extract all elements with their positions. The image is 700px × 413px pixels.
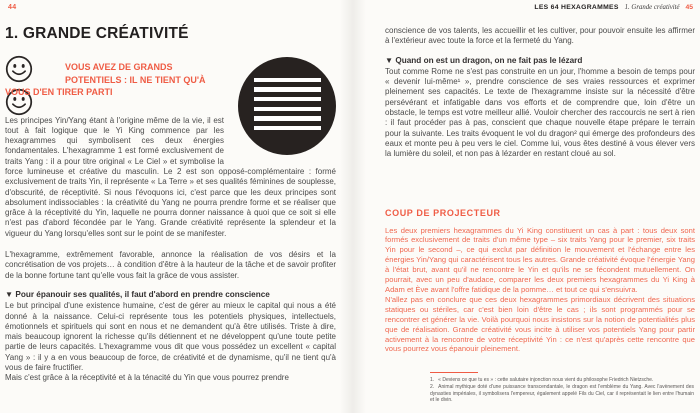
page-number-left: 44: [8, 4, 17, 11]
footnote-rule: [430, 372, 478, 373]
section-heading-qualites: ▼ Pour épanouir ses qualités, il faut d'abord en prendre conscience: [5, 289, 270, 299]
chapter-title: 1. GRANDE CRÉATIVITÉ: [5, 25, 189, 42]
footnotes: [430, 372, 694, 405]
hexagram-line-yang: [254, 107, 321, 112]
page-left: [5, 0, 336, 384]
spotlight-block: [385, 226, 695, 355]
page-gutter: [340, 0, 366, 413]
smiley-icon: [5, 55, 33, 83]
footnote-1: [430, 377, 694, 383]
hexagram-symbol: [238, 57, 336, 155]
header-series-title: LES 64 HEXAGRAMMES: [534, 4, 619, 11]
paragraph-capital: Le but principal d'une existence humaine, c'est de gérer au mieux le capital qui nous a été donné à la naissance. Celui-ci représente tous les potentiels physiques, intellectuels, émotionnels et spirituels qui sont en nous et ne demandent qu'à être utilisés. Triste à dire, mais beaucoup ignorent la richesse qu'ils détiennent et ne développent qu'une toute petite partie de leurs capacités. L'hexagramme vous dit que vous possédez un excellent « capital Yang » : il y a en vous beaucoup de force, de créativité et de dynamisme, qu'il ne tient qu'à vous de faire fructifier.: [5, 301, 336, 373]
running-header: [534, 4, 693, 11]
spotlight-paragraph-2: N'allez pas en conclure que ces deux hexagrammes primordiaux décrivent des situations statiques ou stériles, car c'est bien loin d'être le cas ; ils sont programmés pour se rencontrer et générer la vie. Voilà pourquoi nous insistons sur la notion de potentialités plus que de réalisation. Grande créativité vous incite à utiliser vos potentiels Yang pour partir activement à la rencontre de votre réceptivité Yin : ce n'est qu'après cette rencontre que vous pourrez vous épanouir pleinement.: [385, 294, 695, 354]
intro-block: [5, 55, 336, 239]
hexagram-line-yang: [254, 87, 321, 92]
hexagram-line-yang: [254, 97, 321, 102]
paragraph-mais: Mais c'est grâce à la réceptivité et à la ténacité du Yin que vous pourrez prendre: [5, 373, 289, 383]
mood-icons: [5, 55, 65, 85]
footnote-text: Animal mythique doté d'une puissance transcendantale, le dragon est l'emblème du Yang. Avec l'avènement des dynasties impériales, il symbolisera l'empereur, également appelé Fils du Ciel, car il représentait le lien entre l'humain et le divin.: [430, 384, 694, 404]
footnote-2: [430, 384, 694, 403]
footnote-number: 2.: [430, 384, 435, 391]
hexagram-line-yang: [254, 78, 321, 83]
footnote-number: 1.: [430, 377, 435, 383]
hexagram-line-yang: [254, 126, 321, 131]
page-number-right: 45: [685, 4, 693, 11]
paragraph-intro: Les principes Yin/Yang étant à l'origine même de la vie, il est tout à fait logique que le Yi King commence par les hexagrammes qui symbolisent ces deux énergies fondamentales. L'hexagramme 1 est formé exclusivement de traits Yang : il a pour titre original « Le Ciel » et symbolise la force lumineuse et créative du masculin. Le 2 est son opposé-complémentaire : formé exclusivement de traits Yin, il représente « La Terre » et ses qualités féminines de souplesse, d'obscurité, de réceptivité. Si nous l'évoquons ici, c'est parce que les deux principes sont absolument indissociables : la créativité du Yang ne pourra prendre forme et se réaliser que grâce à la réceptivité du Yin, laquelle ne pourra donner naissance à quoi que ce soit si elle n'est pas d'abord fécondée par le Yang. Grande créativité représente la splendeur et la vigueur du Yang lorsqu'elles sont sur le point de se manifester.: [5, 115, 336, 238]
paragraph-favorable: L'hexagramme, extrêmement favorable, annonce la réalisation de vos désirs et la concrétisation de vos projets… à condition d'être à la hauteur de la tâche et de savoir profiter de la bonne fortune tant qu'elle vous fait la grâce de vous assister.: [5, 250, 336, 280]
spotlight-title: COUP DE PROJECTEUR: [385, 207, 501, 218]
spotlight-paragraph-1: Les deux premiers hexagrammes du Yi King constituent un cas à part : tous deux sont formés exclusivement de traits d'un même type – six traits Yang pour le premier, six traits Yin pour le second –, ce qui exclut par définition le mouvement et l'échange entre les énergies Yin/Yang qui caractérisent tous les autres. Grande créativité évoque l'énergie Yang à l'état brut, avant qu'il ne rencontre le Yin et qu'ils ne se fécondent mutuellement. On pourrait, avec un peu d'audace, comparer les deux premiers hexagrammes du Yi King à Adam et Ève avant l'offre fatidique de la pomme… et tout ce qui s'ensuivra.: [385, 225, 695, 294]
mood-statement: VOUS AVEZ DE GRANDS POTENTIELS : IL NE TIENT QU'À VOUS D'EN TIRER PARTI: [5, 62, 206, 97]
hexagram-line-yang: [254, 116, 321, 121]
footnote-text: « Deviens ce que tu es » : cette salutaire injonction nous vient du philosophe Friedrich Nietzsche.: [438, 377, 654, 383]
page-right: [385, 0, 695, 413]
section-heading-dragon: ▼ Quand on est un dragon, on ne fait pas le lézard: [385, 55, 583, 65]
paragraph-dragon: Tout comme Rome ne s'est pas construite en un jour, l'homme a besoin de temps pour « devenir lui-même¹ », prendre conscience de ses vraies ressources et exprimer pleinement ses capacités. Le texte de l'hexagramme insiste sur la nécessité d'être persévérant et infatigable dans vos efforts et de comprendre que, loin d'être un obstacle, le temps est votre meilleur allié. Vouloir chercher des raccourcis ne sert à rien : il faut procéder pas à pas, conscient que chaque nouvelle étape prépare le terrain pour la suivante. Les traits évoquent le vol du dragon² qui émerge des profondeurs des eaux et monte peu à peu vers le ciel. Comme lui, vous êtes destiné à vous élever vers la lumière du soleil, et non pas à lézarder en restant cloué au sol.: [385, 66, 695, 159]
header-chapter-title: 1. Grande créativité: [624, 4, 680, 11]
paragraph-continuation: conscience de vos talents, les accueillir et les cultiver, pour pouvoir ensuite les affirmer à l'extérieur avec toute la force et la fermeté du Yang.: [385, 26, 695, 46]
